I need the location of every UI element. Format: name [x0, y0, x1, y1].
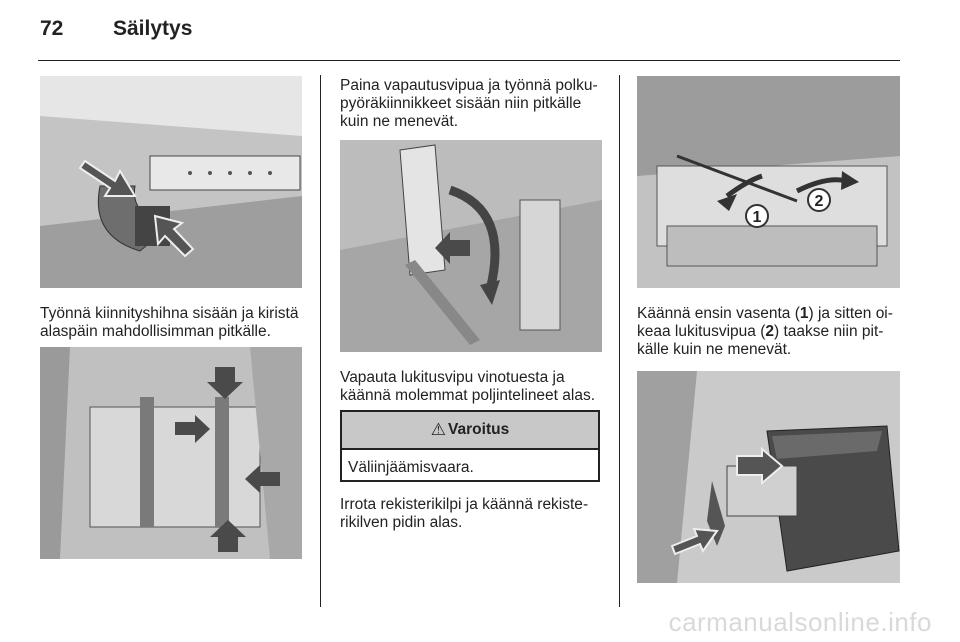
figure-strap-tension	[40, 347, 302, 559]
text-fragment: ) taakse niin pitkälle kuin ne menevät.	[637, 323, 884, 358]
column-divider	[619, 75, 620, 607]
instruction-text: Vapauta lukitusvipu vinotuesta ja käännä molemmat poljintelineet alas.	[340, 369, 596, 404]
figure-license-plate-holder	[637, 371, 900, 583]
warning-title: Varoitus	[448, 421, 510, 438]
figure-label-2: 2	[814, 193, 824, 210]
section-title: Säilytys	[113, 17, 193, 40]
lever-number: 1	[799, 305, 809, 322]
text-fragment: Käännä ensin vasenta (	[637, 305, 800, 322]
warning-header	[342, 412, 598, 450]
warning-text: Väliinjäämisvaara.	[348, 459, 474, 476]
figure-label-1: 1	[752, 209, 762, 226]
instruction-text: Paina vapautusvipua ja työnnä polkupyöräkiinnikkeet sisään niin pitkälle kuin ne menevät.	[340, 77, 598, 130]
column-divider	[320, 75, 321, 607]
instruction-text	[637, 305, 902, 359]
figure-strap-insert	[40, 76, 302, 288]
page-number: 72	[40, 17, 64, 40]
lever-number: 2	[765, 323, 774, 340]
instruction-text: Työnnä kiinnityshihna sisään ja kiristä alaspäin mahdollisimman pitkälle.	[40, 305, 299, 340]
figure-locking-levers	[637, 76, 900, 288]
warning-triangle-icon: ⚠	[430, 420, 447, 439]
warning-box	[340, 410, 600, 482]
header-rule	[38, 60, 900, 61]
text-fragment: ) ja sitten oikeaa lukitusvipua (	[637, 305, 893, 340]
watermark: carmanualsonline.info	[668, 607, 932, 637]
figure-release-lever	[340, 140, 602, 352]
instruction-text: Irrota rekisterikilpi ja käännä rekisterikilven pidin alas.	[340, 496, 589, 531]
